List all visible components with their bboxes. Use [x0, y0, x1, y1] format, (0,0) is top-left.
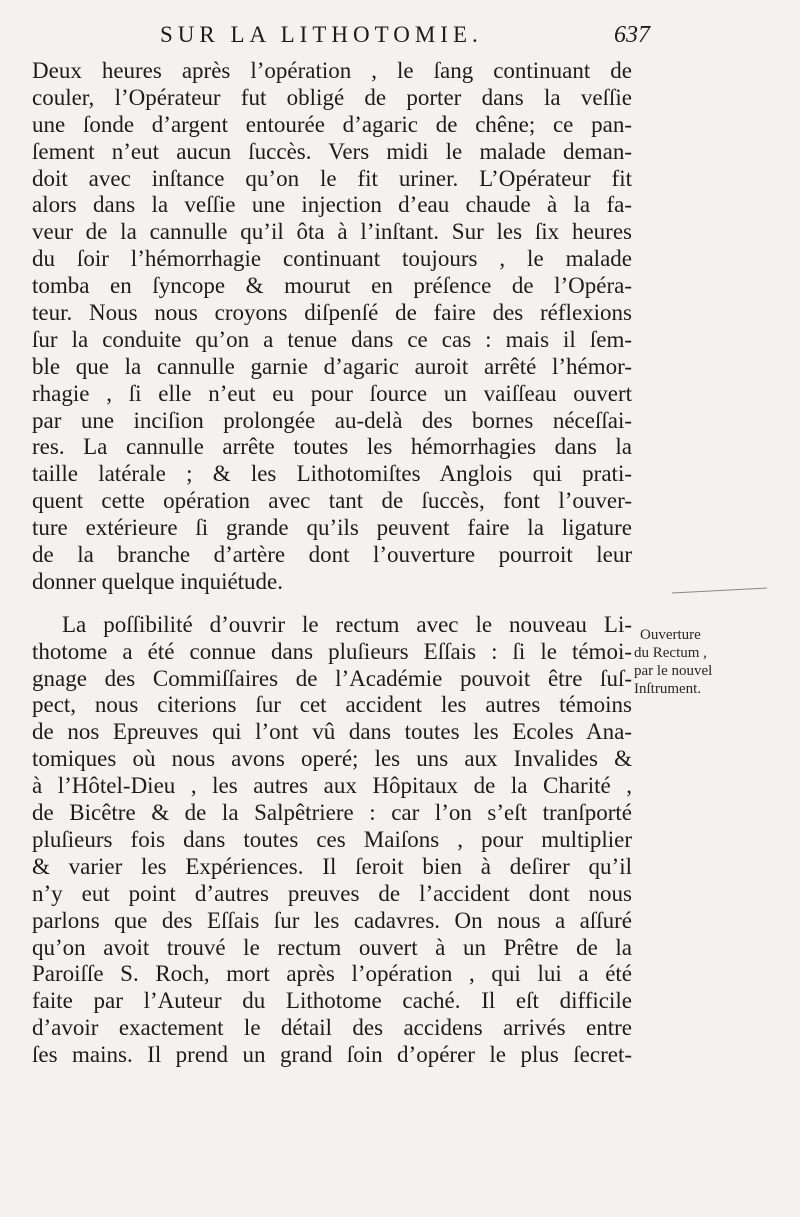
text-line: parlons que des Eſſais ſur les cadavres. On nous a aſſuré — [32, 907, 632, 933]
text-line: Deux heures après l’opération , le ſang continuant de — [32, 58, 632, 83]
text-line: res. La cannulle arrête toutes les hémorrhagies dans la — [32, 434, 632, 460]
marginal-note — [634, 626, 784, 698]
text-line: La poſſibilité d’ouvrir le rectum avec le nouveau Li- — [62, 611, 632, 637]
text-line: thotome a été connue dans pluſieurs Eſſais : ſi le témoi- — [32, 638, 632, 664]
text-line: ſur la conduite qu’on a tenue dans ce cas : mais il ſem- — [32, 326, 632, 352]
text-line: ture extérieure ſi grande qu’ils peuvent faire la ligature — [32, 515, 632, 541]
marginal-line: Ouverture — [640, 627, 701, 643]
text-line: veur de la cannulle qu’il ôta à l’inſtant. Sur les ſix heures — [32, 219, 632, 245]
marginal-line: Inſtrument. — [634, 681, 702, 697]
text-line: une ſonde d’argent entourée d’agaric de chêne; ce pan- — [32, 111, 632, 137]
text-line: teur. Nous nous croyons diſpenſé de faire des réflexions — [32, 300, 632, 326]
marginal-line: du Rectum , — [634, 645, 707, 661]
text-line: ble que la cannulle garnie d’agaric auroit arrêté l’hémor- — [32, 353, 632, 379]
page-number: 637 — [614, 22, 650, 48]
marginal-line: par le nouvel — [634, 663, 713, 679]
text-line: ſement n’eut aucun ſuccès. Vers midi le malade deman- — [32, 138, 632, 164]
text-line: de Bicêtre & de la Salpêtriere : car l’on s’eſt tranſporté — [32, 800, 632, 826]
text-line: Paroiſſe S. Roch, mort après l’opération , qui lui a été — [32, 961, 632, 987]
text-line: n’y eut point d’autres preuves de l’accident dont nous — [32, 880, 632, 906]
text-line: par une inciſion prolongée au-delà des bornes néceſſai- — [32, 407, 632, 433]
text-line: & varier les Expériences. Il ſeroit bien à deſirer qu’il — [32, 853, 632, 879]
page-header — [30, 22, 650, 56]
text-line: alors dans la veſſie une injection d’eau chaude à la fa- — [32, 192, 632, 218]
paragraph-gap — [32, 596, 632, 612]
text-line: couler, l’Opérateur fut obligé de porter dans la veſſie — [32, 84, 632, 110]
text-line: gnage des Commiſſaires de l’Académie pouvoit être ſuſ- — [32, 665, 632, 691]
text-line: qu’on avoit trouvé le rectum ouvert à un Prêtre de la — [32, 934, 632, 960]
margin-rule — [672, 588, 767, 594]
text-line: quent cette opération avec tant de ſuccès, font l’ouver- — [32, 488, 632, 514]
text-line: d’avoir exactement le détail des accidens arrivés entre — [32, 1015, 632, 1041]
text-line: rhagie , ſi elle n’eut eu pour ſource un vaiſſeau ouvert — [32, 380, 632, 406]
text-line: du ſoir l’hémorrhagie continuant toujours , le malade — [32, 246, 632, 272]
text-line: donner quelque inquiétude. — [32, 568, 284, 594]
text-line: ſes mains. Il prend un grand ſoin d’opérer le plus ſecret- — [32, 1042, 632, 1068]
text-line: faite par l’Auteur du Lithotome caché. Il eſt difficile — [32, 988, 632, 1014]
main-text — [32, 58, 632, 1069]
text-line: à l’Hôtel-Dieu , les autres aux Hôpitaux de la Charité , — [32, 773, 632, 799]
text-line: doit avec inſtance qu’on le fit uriner. L’Opérateur fit — [32, 165, 632, 191]
text-line: taille latérale ; & les Lithotomiſtes Anglois qui prati- — [32, 461, 632, 487]
text-line: de nos Epreuves qui l’ont vû dans toutes les Ecoles Ana- — [32, 719, 632, 745]
text-line: de la branche d’artère dont l’ouverture pourroit leur — [32, 542, 632, 568]
text-line: pluſieurs fois dans toutes ces Maiſons , pour multiplier — [32, 826, 632, 852]
text-line: tomiques où nous avons operé; les uns aux Invalides & — [32, 746, 632, 772]
text-line: pect, nous citerions ſur cet accident les autres témoins — [32, 692, 632, 718]
running-head: SUR LA LITHOTOMIE. — [160, 22, 483, 47]
text-line: tomba en ſyncope & mourut en préſence de l’Opéra- — [32, 273, 632, 299]
